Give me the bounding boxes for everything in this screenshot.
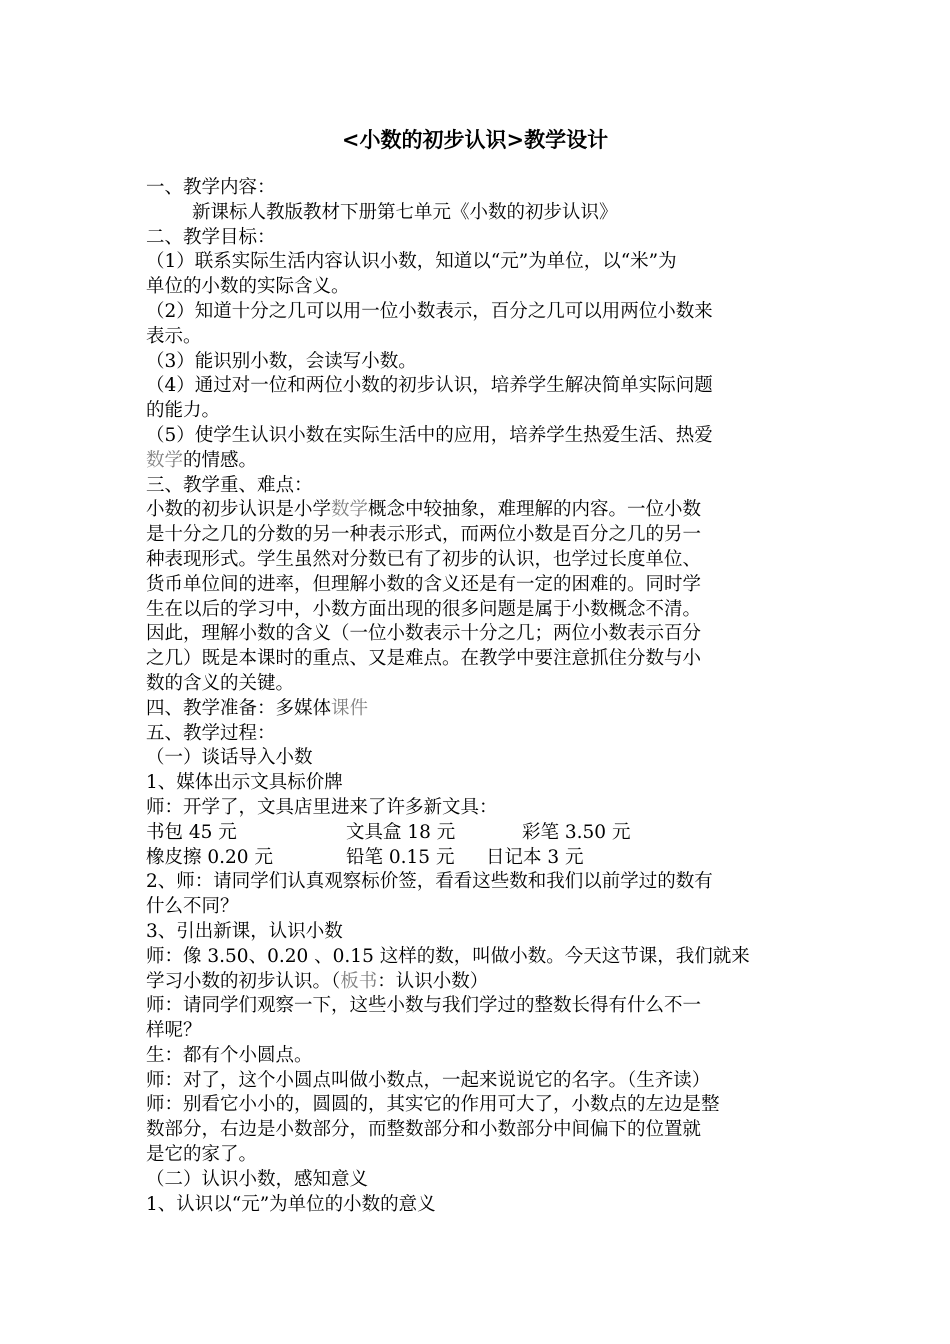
text-span: 概念中较抽象，难理解的内容。一位小数 — [368, 499, 702, 521]
page-title: <小数的初步认识>教学设计 — [341, 127, 609, 152]
subsection-heading-1: （一）谈话导入小数 — [146, 747, 313, 769]
price-item: 彩笔 3.50 元 — [522, 821, 631, 843]
key-points-line-6: 因此，理解小数的含义（一位小数表示十分之几；两位小数表示百分 — [146, 623, 702, 645]
teacher-line — [146, 970, 808, 995]
content-text: 新课标人教版教材下册第七单元《小数的初步认识》 — [192, 201, 618, 223]
section-heading-preparation — [146, 697, 808, 722]
goal-3: （3）能识别小数，会读写小数。 — [146, 350, 417, 372]
section-heading-process: 五、教学过程： — [146, 722, 276, 744]
student-line: 生：都有个小圆点。 — [146, 1044, 313, 1066]
teacher-line: 师：像 3.50、0.20 、0.15 这样的数，叫做小数。今天这节课，我们就来 — [146, 945, 750, 967]
price-item: 书包 45 元 — [146, 821, 237, 843]
text-span: 四、教学准备：多媒体 — [146, 697, 332, 719]
step-2-line-2: 什么不同？ — [146, 896, 239, 918]
gray-word: 板书 — [340, 970, 378, 992]
goal-4-line-1: （4）通过对一位和两位小数的初步认识，培养学生解决简单实际问题 — [146, 375, 713, 397]
price-item: 文具盒 18 元 — [346, 821, 456, 843]
key-points-line-5: 生在以后的学习中，小数方面出现的很多问题是属于小数概念不清。 — [146, 598, 702, 620]
teacher-line: 师：开学了，文具店里进来了许多新文具： — [146, 796, 498, 818]
key-points-line-8: 数的含义的关键。 — [146, 672, 295, 694]
price-row-2 — [146, 846, 808, 871]
subsection-heading-2: （二）认识小数，感知意义 — [146, 1168, 369, 1190]
step-1: 1、认识以“元”为单位的小数的意义 — [146, 1193, 436, 1215]
goal-4-line-2: 的能力。 — [146, 400, 221, 422]
key-points-line-4: 货币单位间的进率，但理解小数的含义还是有一定的困难的。同时学 — [146, 573, 702, 595]
goal-2-line-2: 表示。 — [146, 325, 202, 347]
price-row-1 — [146, 821, 808, 846]
teacher-line: 是它的家了。 — [146, 1144, 258, 1166]
document-body — [146, 176, 808, 1217]
step-1: 1、媒体出示文具标价牌 — [146, 772, 343, 794]
step-2-line-1: 2、师：请同学们认真观察标价签，看看这些数和我们以前学过的数有 — [146, 871, 713, 893]
gray-word: 数学 — [146, 449, 184, 471]
key-points-line-1 — [146, 498, 808, 523]
teacher-line: 数部分，右边是小数部分，而整数部分和小数部分中间偏下的位置就 — [146, 1119, 702, 1141]
key-points-line-3: 种表现形式。学生虽然对分数已有了初步的认识，也学过长度单位、 — [146, 548, 702, 570]
price-item: 日记本 3 元 — [486, 846, 584, 868]
goal-1-line-1: （1）联系实际生活内容认识小数，知道以“元”为单位，以“米”为 — [146, 251, 677, 273]
gray-word: 课件 — [331, 697, 369, 719]
teacher-line: 样呢？ — [146, 1020, 202, 1042]
goal-2-line-1: （2）知道十分之几可以用一位小数表示，百分之几可以用两位小数来 — [146, 300, 713, 322]
teacher-line: 师：别看它小小的，圆圆的，其实它的作用可大了，小数点的左边是整 — [146, 1094, 720, 1116]
goal-1-line-2: 单位的小数的实际含义。 — [146, 276, 350, 298]
text-span: 学习小数的初步认识。（ — [146, 970, 341, 992]
gray-word: 数学 — [331, 499, 369, 521]
goal-5-line-2-rest: 的情感。 — [183, 449, 258, 471]
price-item: 铅笔 0.15 元 — [346, 846, 455, 868]
teacher-line: 师：对了，这个小圆点叫做小数点，一起来说说它的名字。（生齐读） — [146, 1069, 711, 1091]
goal-5-line-2 — [146, 449, 808, 474]
section-heading-key-points: 三、教学重、难点： — [146, 474, 313, 496]
key-points-line-7: 之几）既是本课时的重点、又是难点。在教学中要注意抓住分数与小 — [146, 648, 702, 670]
price-item: 橡皮擦 0.20 元 — [146, 846, 273, 868]
key-points-line-2: 是十分之几的分数的另一种表示形式，而两位小数是百分之几的另一 — [146, 524, 702, 546]
goal-5-line-1: （5）使学生认识小数在实际生活中的应用，培养学生热爱生活、热爱 — [146, 424, 713, 446]
text-span: 小数的初步认识是小学 — [146, 499, 332, 521]
step-3: 3、引出新课，认识小数 — [146, 920, 343, 942]
section-heading-content: 一、教学内容： — [146, 177, 276, 198]
text-span: ：认识小数） — [377, 970, 489, 992]
section-heading-goals: 二、教学目标： — [146, 226, 276, 248]
teacher-line: 师：请同学们观察一下，这些小数与我们学过的整数长得有什么不一 — [146, 995, 702, 1017]
